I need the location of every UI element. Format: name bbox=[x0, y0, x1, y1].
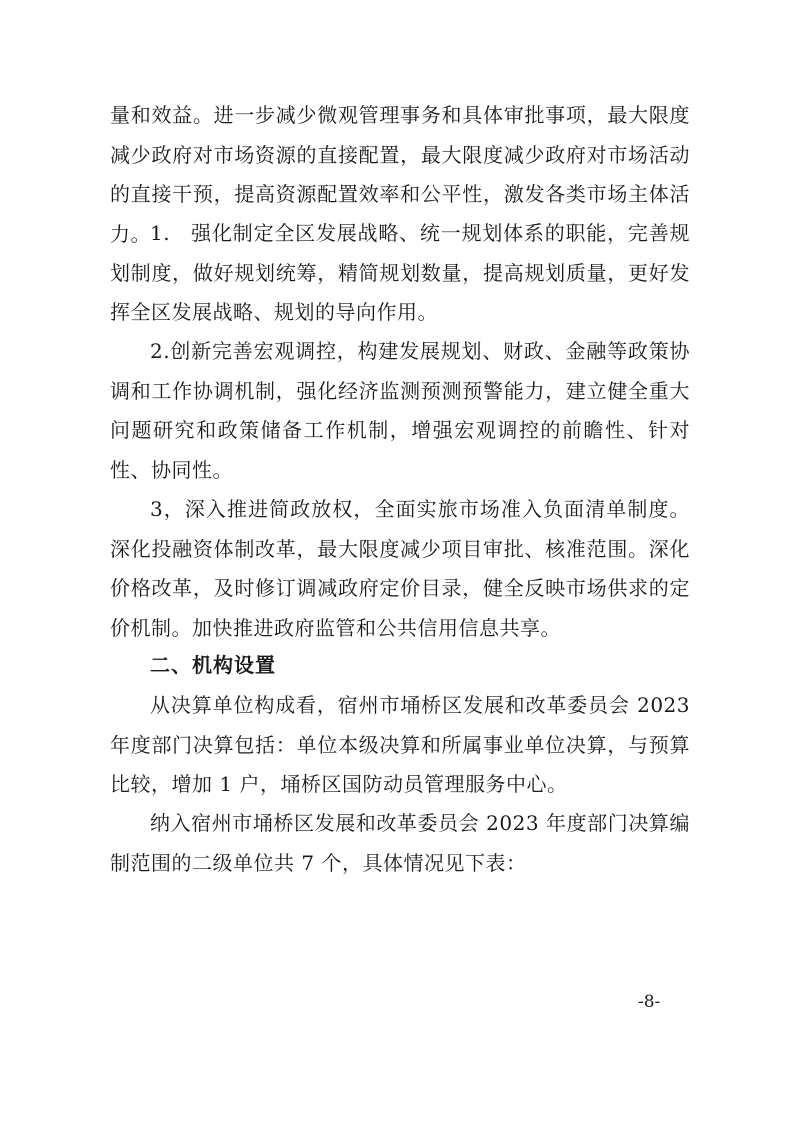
paragraph-org-composition: 从决算单位构成看，宿州市埇桥区发展和改革委员会 2023 年度部门决算包括：单位本级决算和所属事业单位决算，与预算比较，增加 1 户，埇桥区国防动员管理服务中心。 bbox=[110, 693, 690, 796]
paragraph-item-1: 1. 强化制定全区发展战略、统一规划体系的职能，完善规划制度，做好规划统筹，精简规划数量，提高规划质量，更好发挥全区发展战略、规划的导向作用。 bbox=[110, 221, 690, 324]
paragraph-item-2: 2.创新完善宏观调控，构建发展规划、财政、金融等政策协调和工作协调机制，强化经济监测预测预警能力，建立健全重大问题研究和政策储备工作机制，增强宏观调控的前瞻性、针对性、协同性。 bbox=[110, 339, 690, 482]
paragraph-intro-continuation: 量和效益。进一步减少微观管理事务和具体审批事项，最大限度减少政府对市场资源的直接配置，最大限度减少政府对市场活动的直接干预，提高资源配置效率和公平性，激发各类市场主体活力。 bbox=[110, 103, 690, 246]
section-heading: 二、机构设置 bbox=[150, 653, 276, 677]
page-number: -8- bbox=[638, 992, 661, 1012]
paragraph-item-3: 3，深入推进简政放权，全面实旅市场准入负面清单制度。深化投融资体制改革，最大限度减少项目审批、核准范围。深化价格改革，及时修订调减政府定价目录，健全反映市场供求的定价机制。加快推进政府监管和公共信用信息共享。 bbox=[110, 497, 690, 640]
paragraph-secondary-units: 纳入宿州市埇桥区发展和改革委员会 2023 年度部门决算编制范围的二级单位共 7 个，具体情况见下表： bbox=[110, 811, 690, 875]
